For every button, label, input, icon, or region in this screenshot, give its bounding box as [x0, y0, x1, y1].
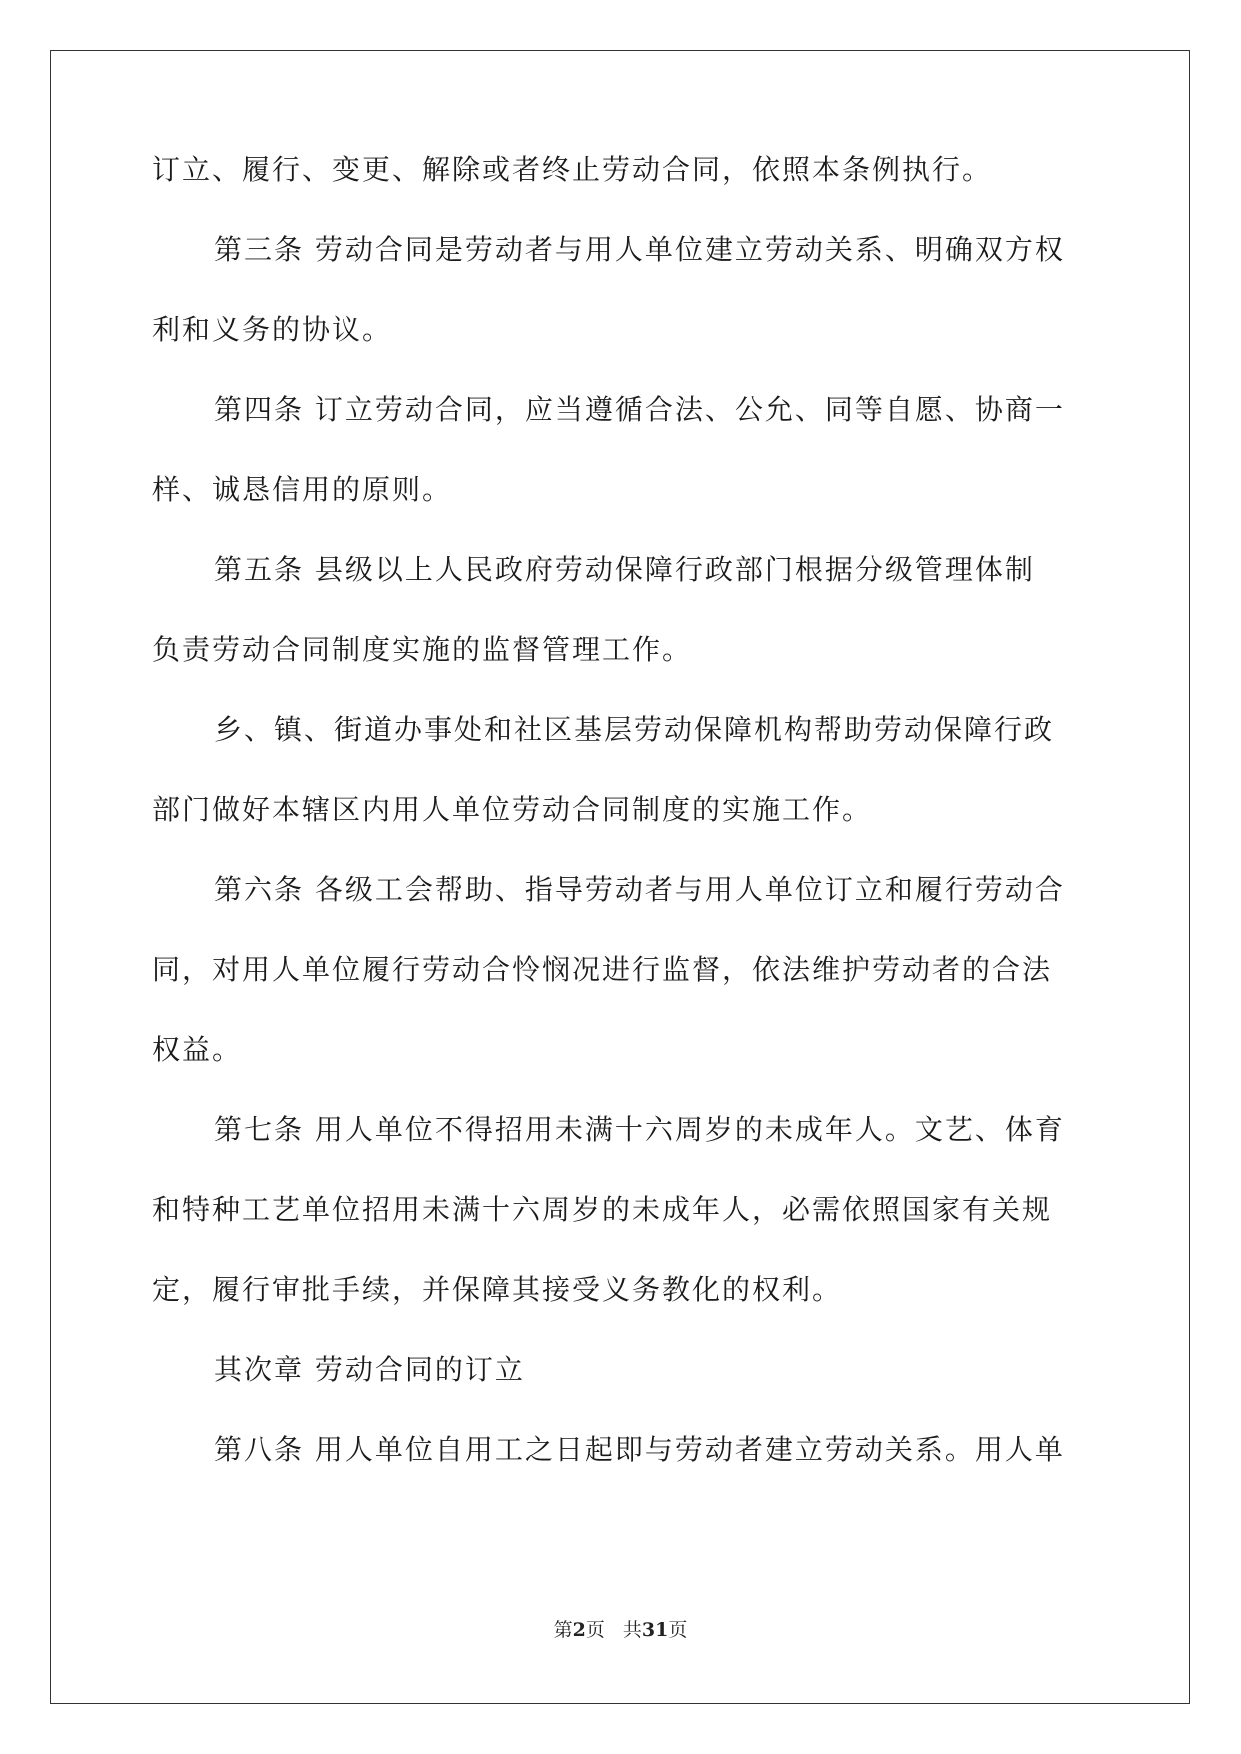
- page-footer: [0, 1618, 1241, 1642]
- article-8-line-1: 第八条 用人单位自用工之日起即与劳动者建立劳动关系。用人单: [214, 1433, 1065, 1466]
- article-7-line-2: 和特种工艺单位招用未满十六周岁的未成年人，必需依照国家有关规: [152, 1193, 1053, 1226]
- article-7-line-3: 定，履行审批手续，并保障其接受义务教化的权利。: [152, 1273, 843, 1306]
- article-7-line-1: 第七条 用人单位不得招用未满十六周岁的未成年人。文艺、体育: [214, 1113, 1065, 1146]
- total-suffix: 页: [668, 1619, 688, 1641]
- article-5-para-2-line-1: 乡、镇、街道办事处和社区基层劳动保障机构帮助劳动保障行政: [214, 713, 1055, 746]
- article-5-line-1: 第五条 县级以上人民政府劳动保障行政部门根据分级管理体制: [214, 553, 1035, 586]
- article-6-line-3: 权益。: [152, 1033, 243, 1066]
- total-prefix: 共: [622, 1619, 642, 1641]
- article-5-para-2-line-2: 部门做好本辖区内用人单位劳动合同制度的实施工作。: [152, 793, 873, 826]
- article-3-line-2: 利和义务的协议。: [152, 313, 393, 346]
- article-6-line-1: 第六条 各级工会帮助、指导劳动者与用人单位订立和履行劳动合: [214, 873, 1065, 906]
- article-3-line-1: 第三条 劳动合同是劳动者与用人单位建立劳动关系、明确双方权: [214, 233, 1065, 266]
- page-number: 2: [572, 1619, 586, 1641]
- page-prefix: 第: [553, 1619, 573, 1641]
- article-5-line-2: 负责劳动合同制度实施的监督管理工作。: [152, 633, 693, 666]
- total-pages: 31: [641, 1619, 669, 1641]
- article-4-line-2: 样、诚恳信用的原则。: [152, 473, 453, 506]
- document-body: [152, 150, 1090, 1470]
- text-line: 订立、履行、变更、解除或者终止劳动合同，依照本条例执行。: [152, 153, 993, 186]
- page-suffix: 页: [585, 1619, 605, 1641]
- article-6-line-2: 同，对用人单位履行劳动合怜悯况进行监督，依法维护劳动者的合法: [152, 953, 1053, 986]
- chapter-2-heading: 其次章 劳动合同的订立: [214, 1353, 525, 1386]
- article-4-line-1: 第四条 订立劳动合同，应当遵循合法、公允、同等自愿、协商一: [214, 393, 1065, 426]
